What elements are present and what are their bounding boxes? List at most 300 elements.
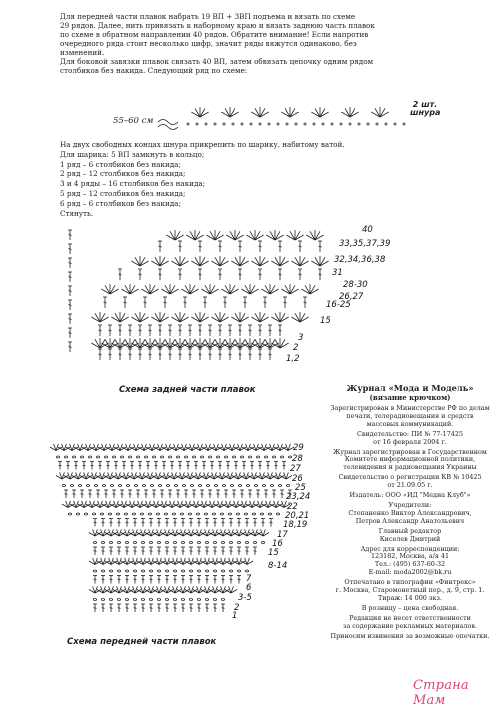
stitch-bar xyxy=(118,522,121,523)
chain-stitch xyxy=(192,456,195,458)
intro-line: Для боковой завязки плавок связать 40 ВП, затем обвязать цепочку одним рядом xyxy=(60,57,374,66)
stitch-bar xyxy=(254,551,257,552)
stitch-bar xyxy=(99,465,102,466)
chain-stitch xyxy=(132,513,135,515)
chain-stitch xyxy=(206,485,209,487)
chain-stitch xyxy=(248,456,251,458)
row-label: 3-5 xyxy=(238,593,252,603)
stitch-bar xyxy=(206,579,209,580)
stitch-bar xyxy=(190,579,193,580)
chain-stitch xyxy=(125,570,128,572)
stitch-bar xyxy=(199,274,202,275)
chain-stitch xyxy=(166,485,169,487)
stitch-bar xyxy=(275,465,278,466)
chain-stitch xyxy=(86,485,89,487)
stitch-bar xyxy=(233,494,236,495)
stitch-bar xyxy=(219,330,222,331)
stitch-bar xyxy=(179,354,182,355)
journal-title: Журнал «Мода и Модель» xyxy=(346,383,474,393)
stitch-bar xyxy=(259,330,262,331)
chain-stitch xyxy=(214,485,217,487)
chain-stitch xyxy=(213,542,216,544)
row-label: 31 xyxy=(332,268,343,278)
chain-stitch xyxy=(165,570,168,572)
stitch-bar xyxy=(164,302,167,303)
chain-stitch xyxy=(149,570,152,572)
stitch-bar xyxy=(107,465,110,466)
imprint-line: от 16 февраля 2004 г. xyxy=(373,437,447,446)
stitch-bar xyxy=(126,608,129,609)
stitch-bar xyxy=(279,274,282,275)
imprint-line: В розницу – цена свободная. xyxy=(361,603,459,612)
stitch-bar xyxy=(270,522,273,523)
stitch-bar xyxy=(235,465,238,466)
stitch-bar xyxy=(139,274,142,275)
row-label: 33,35,37,39 xyxy=(339,239,391,249)
row-label: 6 xyxy=(246,583,252,593)
chain-stitch xyxy=(157,570,160,572)
stitch-bar xyxy=(105,494,108,495)
stitch-bar xyxy=(249,354,252,355)
chain-stitch xyxy=(244,513,247,515)
stitch-bar xyxy=(179,330,182,331)
imprint-line: печати, телерадиовещания и средств xyxy=(346,411,474,420)
stitch-bar xyxy=(239,246,242,247)
stitch-bar xyxy=(75,465,78,466)
chain-stitch xyxy=(152,456,155,458)
stitch-bar xyxy=(299,274,302,275)
stitch-bar xyxy=(166,608,169,609)
stitch-bar xyxy=(166,579,169,580)
stitch-bar xyxy=(69,347,72,348)
chain-stitch xyxy=(117,542,120,544)
chain-stitch xyxy=(125,599,128,601)
chain-stitch xyxy=(64,456,67,458)
imprint-line: Журнал зарегистрирован в Государственном xyxy=(333,447,487,456)
stitch-bar xyxy=(142,579,145,580)
stitch-bar xyxy=(284,302,287,303)
stitch-bar xyxy=(251,465,254,466)
stitch-bar xyxy=(69,249,72,250)
stitch-bar xyxy=(134,579,137,580)
stitch-bar xyxy=(174,522,177,523)
stitch-bar xyxy=(206,522,209,523)
stitch-bar xyxy=(214,522,217,523)
chain-stitch xyxy=(117,599,120,601)
chain-stitch xyxy=(93,599,96,601)
chain-stitch xyxy=(150,485,153,487)
stitch-bar xyxy=(169,354,172,355)
chain-stitch xyxy=(184,456,187,458)
stitch-bar xyxy=(118,608,121,609)
chain-stitch xyxy=(262,485,265,487)
stitch-bar xyxy=(163,465,166,466)
stitch-bar xyxy=(182,608,185,609)
stitch-bar xyxy=(257,494,260,495)
stitch-bar xyxy=(166,551,169,552)
journal-imprint xyxy=(325,383,495,640)
stitch-bar xyxy=(209,494,212,495)
chain-stitch xyxy=(196,513,199,515)
row-label: 7 xyxy=(246,574,252,584)
chain-stitch xyxy=(245,542,248,544)
chain-stitch xyxy=(134,485,137,487)
stitch-bar xyxy=(239,330,242,331)
intro-line: изменений. xyxy=(60,48,105,57)
intro-line: Для передней части плавок набрать 19 ВП + 3ВП подъема и вязать по схеме xyxy=(60,12,356,21)
chain-stitch xyxy=(133,542,136,544)
chain-stitch xyxy=(221,570,224,572)
stitch-bar xyxy=(238,551,241,552)
stitch-bar xyxy=(118,551,121,552)
chain-stitch xyxy=(141,570,144,572)
stitch-bar xyxy=(94,522,97,523)
stitch-bar xyxy=(69,263,72,264)
stitch-bar xyxy=(259,354,262,355)
stitch-bar xyxy=(214,608,217,609)
row-label: 26,27 xyxy=(339,292,364,302)
stitch-bar xyxy=(319,274,322,275)
front-chart-caption: Схема передней части плавок xyxy=(67,637,217,647)
chain-stitch xyxy=(128,456,131,458)
row-label: 2 xyxy=(234,603,240,613)
stitch-bar xyxy=(246,522,249,523)
stitch-bar xyxy=(126,579,129,580)
chain-stitch xyxy=(197,542,200,544)
cord-length: 55–60 см xyxy=(113,116,154,126)
stitch-bar xyxy=(259,465,262,466)
stitch-bar xyxy=(69,305,72,306)
row-label: 1,2 xyxy=(286,354,300,364)
stitch-bar xyxy=(129,494,132,495)
stitch-bar xyxy=(166,522,169,523)
stitch-bar xyxy=(142,551,145,552)
stitch-bar xyxy=(185,494,188,495)
chain-stitch xyxy=(109,542,112,544)
stitch-bar xyxy=(269,354,272,355)
stitch-bar xyxy=(171,465,174,466)
chain-stitch xyxy=(144,456,147,458)
chain-stitch xyxy=(173,570,176,572)
chain-stitch xyxy=(104,456,107,458)
stitch-bar xyxy=(113,494,116,495)
stitch-bar xyxy=(102,551,105,552)
chain-stitch xyxy=(189,599,192,601)
chain-stitch xyxy=(68,513,71,515)
stitch-bar xyxy=(279,330,282,331)
stitch-bar xyxy=(69,319,72,320)
stitch-bar xyxy=(59,465,62,466)
imprint-line: Приносим извинения за возможные опечатки. xyxy=(330,631,490,640)
chain-stitch xyxy=(188,513,191,515)
step-line: 6 ряд – 6 столбиков без накида; xyxy=(60,198,181,208)
stitch-bar xyxy=(219,246,222,247)
stitch-bar xyxy=(190,551,193,552)
stitch-bar xyxy=(206,551,209,552)
chain-stitch xyxy=(232,456,235,458)
cord-count: 2 шт. xyxy=(412,100,438,109)
chain-stitch xyxy=(253,542,256,544)
stitch-bar xyxy=(174,551,177,552)
stitch-bar xyxy=(69,333,72,334)
stitch-bar xyxy=(65,494,68,495)
stitch-bar xyxy=(119,354,122,355)
stitch-bar xyxy=(209,330,212,331)
stitch-bar xyxy=(299,246,302,247)
imprint-line: Тел.: (495) 637-60-32 xyxy=(374,560,446,569)
stitch-bar xyxy=(189,330,192,331)
stitch-bar xyxy=(239,274,242,275)
stitch-bar xyxy=(273,494,276,495)
row-label: 16-25 xyxy=(326,300,351,310)
chain-stitch xyxy=(76,513,79,515)
stitch-bar xyxy=(81,494,84,495)
chain-stitch xyxy=(93,542,96,544)
stitch-bar xyxy=(69,291,72,292)
chain-stitch xyxy=(176,456,179,458)
stitch-bar xyxy=(179,274,182,275)
intro-line: очередного ряда стоит несколько цифр, значит ряды вяжутся одинаково, без xyxy=(60,39,357,48)
stitch-bar xyxy=(137,494,140,495)
chain-stitch xyxy=(142,485,145,487)
stitch-bar xyxy=(150,551,153,552)
stitch-bar xyxy=(254,522,257,523)
chain-stitch xyxy=(102,485,105,487)
stitch-bar xyxy=(73,494,76,495)
row-label: 28 xyxy=(292,454,303,464)
stitch-bar xyxy=(195,465,198,466)
chain-stitch xyxy=(237,542,240,544)
stitch-bar xyxy=(110,522,113,523)
stitch-bar xyxy=(222,551,225,552)
chain-stitch xyxy=(252,513,255,515)
watermark-logo: Страна Мам xyxy=(413,678,469,708)
stitch-bar xyxy=(184,302,187,303)
stitch-bar xyxy=(150,579,153,580)
stitch-bar xyxy=(150,608,153,609)
row-label: 17 xyxy=(277,530,288,540)
stitch-bar xyxy=(249,494,252,495)
stitch-bar xyxy=(109,354,112,355)
chain-stitch xyxy=(245,570,248,572)
chain-stitch xyxy=(101,570,104,572)
row-label: 23,24 xyxy=(286,492,311,502)
stitch-bar xyxy=(204,302,207,303)
chain-stitch xyxy=(133,570,136,572)
chain-stitch xyxy=(110,485,113,487)
chain-stitch xyxy=(126,485,129,487)
stitch-bar xyxy=(225,494,228,495)
stitch-bar xyxy=(109,330,112,331)
intro-line: по схеме в обратном направлении 40 рядов. Обратите внимание! Если напротив xyxy=(60,30,369,39)
stitch-bar xyxy=(153,494,156,495)
chain-stitch xyxy=(181,542,184,544)
step-line: На двух свободных концах шнура прикрепить по шарику, набитому ватой. xyxy=(60,140,345,149)
stitch-bar xyxy=(159,354,162,355)
stitch-bar xyxy=(214,579,217,580)
imprint-line: телевидения и радиовещания Украины xyxy=(343,463,477,472)
imprint-line: E-mail: moda2002@bk.ru xyxy=(368,568,452,577)
chain-stitch xyxy=(168,456,171,458)
chain-stitch xyxy=(141,542,144,544)
stitch-bar xyxy=(187,465,190,466)
chain-stitch xyxy=(157,542,160,544)
chain-stitch xyxy=(112,456,115,458)
stitch-bar xyxy=(158,579,161,580)
chain-stitch xyxy=(229,570,232,572)
stitch-bar xyxy=(99,354,102,355)
stitch-bar xyxy=(238,579,241,580)
chain-stitch xyxy=(189,542,192,544)
stitch-bar xyxy=(102,608,105,609)
row-label: 26 xyxy=(292,474,303,484)
stitch-bar xyxy=(239,354,242,355)
imprint-line: Киселев Дмитрий xyxy=(379,534,441,543)
chain-stitch xyxy=(173,599,176,601)
chain-stitch xyxy=(230,485,233,487)
stitch-bar xyxy=(139,330,142,331)
stitch-bar xyxy=(169,494,172,495)
stitch-bar xyxy=(119,274,122,275)
chain-stitch xyxy=(264,456,267,458)
row-label: 3 xyxy=(298,333,304,343)
imprint-line: Тираж: 14 000 экз. xyxy=(378,593,442,602)
stitch-bar xyxy=(224,302,227,303)
chain-stitch xyxy=(238,485,241,487)
imprint-line: Свидетельство: ПИ № 77-17425 xyxy=(357,429,463,438)
journal-subtitle: (вязание крючком) xyxy=(369,393,451,402)
stitch-bar xyxy=(198,608,201,609)
chain-stitch xyxy=(62,485,65,487)
chain-stitch xyxy=(149,599,152,601)
stitch-bar xyxy=(94,608,97,609)
chain-stitch xyxy=(72,456,75,458)
stitch-bar xyxy=(203,465,206,466)
row-label: 22 xyxy=(287,502,298,512)
stitch-bar xyxy=(198,579,201,580)
stitch-bar xyxy=(144,302,147,303)
chain-stitch xyxy=(116,513,119,515)
stitch-bar xyxy=(99,330,102,331)
chain-stitch xyxy=(101,599,104,601)
chain-stitch xyxy=(286,485,289,487)
chain-stitch xyxy=(268,513,271,515)
chain-stitch xyxy=(92,513,95,515)
stitch-bar xyxy=(159,330,162,331)
stitch-bar xyxy=(179,465,182,466)
stitch-bar xyxy=(241,494,244,495)
cord-word: шнура xyxy=(410,108,441,117)
stitch-bar xyxy=(214,551,217,552)
chain-stitch xyxy=(272,456,275,458)
stitch-bar xyxy=(121,494,124,495)
stitch-bar xyxy=(246,551,249,552)
chain-stitch xyxy=(94,485,97,487)
stitch-bar xyxy=(142,522,145,523)
chain-stitch xyxy=(236,513,239,515)
stitch-bar xyxy=(110,579,113,580)
chain-stitch xyxy=(270,485,273,487)
stitch-bar xyxy=(67,465,70,466)
stitch-bar xyxy=(123,465,126,466)
stitch-bar xyxy=(129,354,132,355)
chain-stitch xyxy=(212,513,215,515)
chain-stitch xyxy=(141,599,144,601)
stitch-bar xyxy=(142,608,145,609)
chain-stitch xyxy=(213,570,216,572)
stitch-bar xyxy=(129,330,132,331)
stitch-bar xyxy=(91,465,94,466)
stitch-bar xyxy=(182,522,185,523)
stitch-bar xyxy=(118,579,121,580)
imprint-line: Адрес для корреспонденции: xyxy=(360,544,460,553)
stitch-bar xyxy=(222,579,225,580)
chain-stitch xyxy=(160,456,163,458)
chain-stitch xyxy=(190,485,193,487)
step-line: 1 ряд – 6 столбиков без накида; xyxy=(60,159,181,169)
chain-stitch xyxy=(254,485,257,487)
chain-stitch xyxy=(101,542,104,544)
row-label: 29 xyxy=(293,443,304,453)
stitch-bar xyxy=(83,465,86,466)
stitch-bar xyxy=(102,579,105,580)
chain-stitch xyxy=(80,456,83,458)
chain-stitch xyxy=(276,513,279,515)
stitch-bar xyxy=(209,354,212,355)
chain-stitch xyxy=(109,599,112,601)
chain-stitch xyxy=(173,542,176,544)
stitch-bar xyxy=(244,302,247,303)
stitch-bar xyxy=(139,465,142,466)
chain-stitch xyxy=(278,485,281,487)
chain-stitch xyxy=(108,513,111,515)
stitch-bar xyxy=(259,246,262,247)
chain-stitch xyxy=(100,513,103,515)
chain-stitch xyxy=(208,456,211,458)
step-line: 3 и 4 ряды – 16 столбиков без накида; xyxy=(60,179,206,189)
stitch-bar xyxy=(97,494,100,495)
row-label: 32,34,36,38 xyxy=(334,255,386,265)
stitch-bar xyxy=(149,330,152,331)
chain-stitch xyxy=(205,570,208,572)
row-label: 20,21 xyxy=(285,511,310,521)
stitch-bar xyxy=(115,465,118,466)
chain-stitch xyxy=(88,456,91,458)
chain-stitch xyxy=(96,456,99,458)
stitch-bar xyxy=(110,608,113,609)
chain-stitch xyxy=(224,456,227,458)
chain-stitch xyxy=(181,570,184,572)
chain-stitch xyxy=(174,485,177,487)
chain-stitch xyxy=(256,456,259,458)
imprint-line: 123182, Москва, а/я 41 xyxy=(370,552,450,561)
step-line: 5 ряд – 12 столбиков без накида; xyxy=(60,188,186,198)
stitch-bar xyxy=(206,608,209,609)
imprint-line: Степаненко Виктор Александрович, xyxy=(348,508,472,517)
stitch-bar xyxy=(69,235,72,236)
chain-stitch xyxy=(216,456,219,458)
chain-stitch xyxy=(205,542,208,544)
stitch-bar xyxy=(159,274,162,275)
stitch-bar xyxy=(169,330,172,331)
imprint-line: г. Москва, Старомонетный пер., д. 9, стр. 1. xyxy=(335,586,485,595)
chain-stitch xyxy=(165,542,168,544)
imprint-line: Петров Александр Анатольевич xyxy=(355,516,465,525)
row-label: 15 xyxy=(268,548,279,558)
chain-stitch xyxy=(204,513,207,515)
stitch-bar xyxy=(227,465,230,466)
stitch-bar xyxy=(124,302,127,303)
